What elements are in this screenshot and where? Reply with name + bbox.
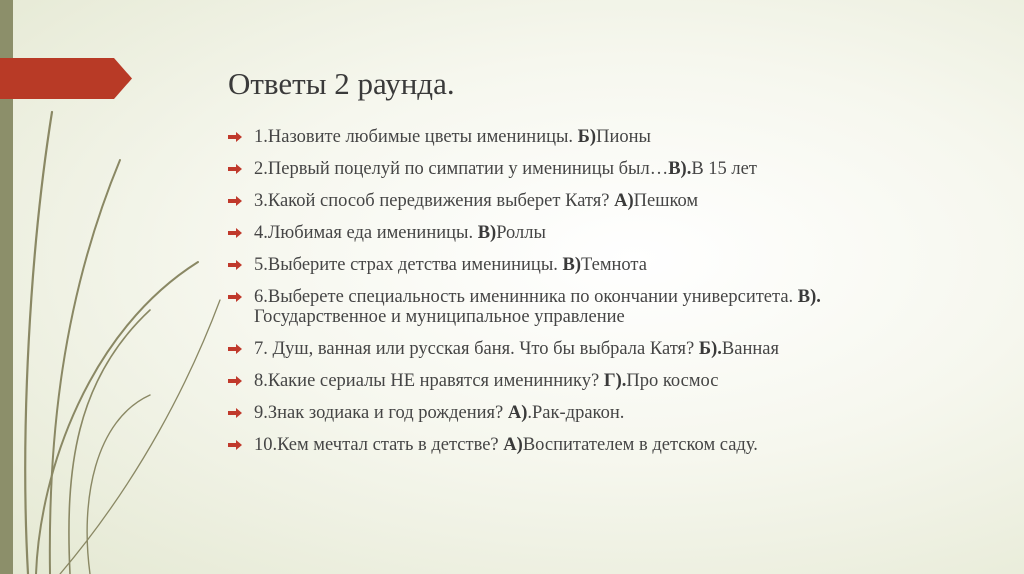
- answer-letter: В): [562, 255, 582, 275]
- arrow-bullet-icon: [228, 376, 242, 386]
- question-text: 8.Какие сериалы НЕ нравятся имениннику?: [254, 371, 604, 391]
- list-item: [226, 191, 996, 211]
- answer-letter: Б).: [698, 339, 722, 359]
- slide-title: Ответы 2 раунда.: [228, 66, 455, 101]
- answer-text: Ванная: [721, 339, 779, 359]
- list-item: [226, 339, 996, 359]
- answer-letter: Г).: [603, 371, 627, 391]
- answer-text: В 15 лет: [691, 159, 757, 179]
- answer-text: Про космос: [626, 371, 719, 391]
- list-item: [226, 287, 996, 327]
- list-item: [226, 127, 996, 147]
- answer-text: .Рак-дракон.: [527, 403, 625, 423]
- arrow-bullet-icon: [228, 228, 242, 238]
- answer-text: Роллы: [496, 223, 546, 243]
- answer-letter: А): [503, 435, 523, 455]
- question-text: 2.Первый поцелуй по симпатии у имениницы был…: [254, 159, 669, 179]
- title-flag: [0, 58, 132, 99]
- answer-letter: В): [477, 223, 497, 243]
- question-text: 4.Любимая еда имениницы.: [254, 223, 478, 243]
- arrow-bullet-icon: [228, 408, 242, 418]
- arrow-bullet-icon: [228, 292, 242, 302]
- answer-letter: Б): [577, 127, 597, 147]
- list-item: [226, 435, 996, 455]
- arrow-bullet-icon: [228, 260, 242, 270]
- answer-text: Воспитателем в детском саду.: [522, 435, 758, 455]
- answers-list: [226, 127, 996, 467]
- answer-text: Пионы: [596, 127, 651, 147]
- answer-letter: В).: [797, 287, 821, 307]
- answer-text: Пешком: [633, 191, 699, 211]
- arrow-bullet-icon: [228, 164, 242, 174]
- answer-letter: А): [614, 191, 634, 211]
- question-text: 7. Душ, ванная или русская баня. Что бы выбрала Катя?: [254, 339, 699, 359]
- list-item: [226, 159, 996, 179]
- question-text: 1.Назовите любимые цветы имениницы.: [254, 127, 578, 147]
- question-text: 6.Выберете специальность именинника по окончании университета.: [254, 287, 798, 307]
- question-text: 9.Знак зодиака и год рождения?: [254, 403, 508, 423]
- arrow-bullet-icon: [228, 132, 242, 142]
- answer-letter: А): [507, 403, 528, 423]
- arrow-bullet-icon: [228, 196, 242, 206]
- answer-text: Темнота: [581, 255, 647, 275]
- question-text: 3.Какой способ передвижения выберет Катя?: [254, 191, 615, 211]
- arrow-bullet-icon: [228, 344, 242, 354]
- arrow-bullet-icon: [228, 440, 242, 450]
- list-item: [226, 403, 996, 423]
- list-item: [226, 255, 996, 275]
- list-item: [226, 371, 996, 391]
- question-text: 10.Кем мечтал стать в детстве?: [254, 435, 504, 455]
- answer-letter: В).: [668, 159, 692, 179]
- answer-text: Государственное и муниципальное управление: [254, 307, 625, 327]
- question-text: 5.Выберите страх детства имениницы.: [254, 255, 563, 275]
- list-item: [226, 223, 996, 243]
